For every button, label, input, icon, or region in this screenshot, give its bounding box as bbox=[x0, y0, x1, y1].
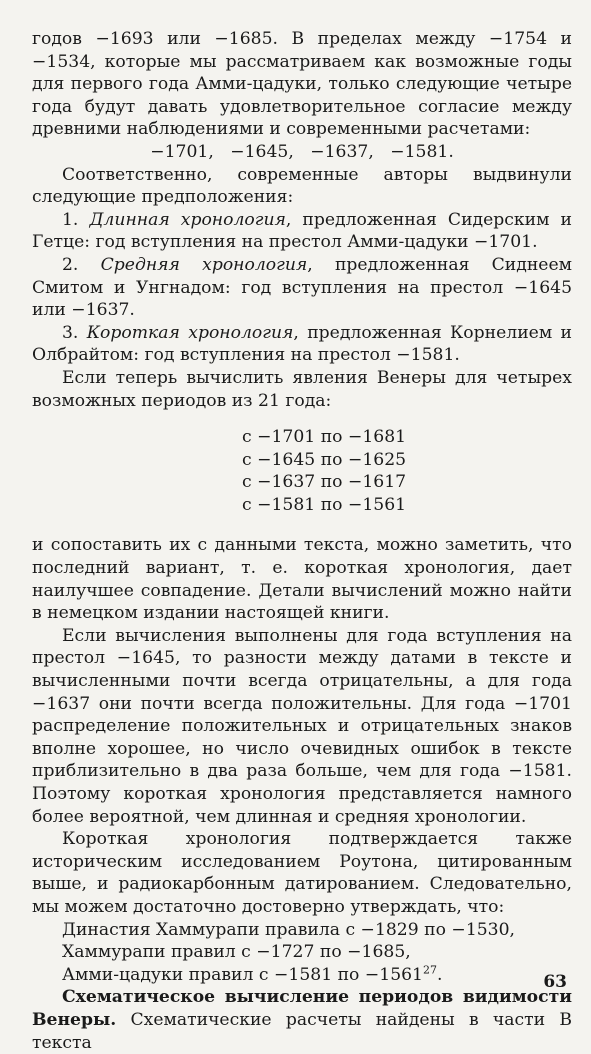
period-item: с −1701 по −1681 bbox=[242, 427, 407, 448]
ruler-list bbox=[62, 919, 572, 987]
hypothesis-middle: 2. Средняя хронология, предложенная Сиднеем Смитом и Унгнадом: год вступления на престол −1645 или −1637. bbox=[32, 254, 572, 321]
paragraph-5: Если вычисления выполнены для года вступления на престол −1645, то разности между датами в тексте и вычисленными почти всегда отрицательны, а для года −1637 они почти всегда положительны. Для года −1701 распределение положительных и отрицательных знаков вполне хорошее, но число очевидных ошибок в тексте приблизительно в два раза больше, чем для года −1581. Поэтому короткая хронология представляется намного более вероятной, чем длинная и средняя хронологии. bbox=[32, 625, 572, 827]
ruler-item: Династия Хаммурапи правила с −1829 по −1530, bbox=[62, 919, 516, 940]
paragraph-3: Если теперь вычислить явления Венеры для четырех возможных периодов из 21 года: bbox=[32, 367, 572, 411]
period-list bbox=[242, 426, 572, 516]
period-item: с −1637 по −1617 bbox=[242, 472, 407, 493]
term-long: Длинная хронология bbox=[89, 209, 286, 230]
paragraph-7: Схематическое вычисление периодов видимости Венеры. Схематические расчеты найдены в части B текста bbox=[32, 987, 572, 1053]
hypothesis-short: 3. Короткая хронология, предложенная Корнелием и Олбрайтом: год вступления на престол −1581. bbox=[32, 322, 572, 366]
page-text bbox=[32, 28, 572, 1054]
term-short: Короткая хронология bbox=[86, 322, 294, 343]
page-number: 63 bbox=[543, 972, 567, 992]
paragraph-6: Короткая хронология подтверждается также историческим исследованием Роутона, цитированным выше, и радиокарбонным датированием. Следовательно, мы можем достаточно достоверно утверждать, что: bbox=[32, 829, 572, 917]
candidate-years: −1701, −1645, −1637, −1581. bbox=[150, 141, 454, 162]
ruler-item: Амми-цадуки правил с −1581 по $-1561^{27}$. bbox=[62, 963, 443, 985]
hypothesis-long: 1. Длинная хронология, предложенная Сидерским и Гетце: год вступления на престол Амми-цадуки −1701. bbox=[32, 209, 572, 253]
period-item: с −1581 по −1561 bbox=[242, 494, 407, 515]
term-middle: Средняя хронология bbox=[100, 254, 308, 275]
paragraph-1: годов −1693 или −1685. В пределах между −1754 и −1534, которые мы рассматриваем как возможные годы для первого года Амми-цадуки, только следующие четыре года будут давать удовлетворительное согласие между древними наблюдениями и современными расчетами: bbox=[32, 29, 572, 140]
ruler-item: Хаммурапи правил с −1727 по −1685, bbox=[62, 942, 411, 963]
paragraph-4: и сопоставить их с данными текста, можно заметить, что последний вариант, т. е. короткая хронология, дает наилучшее совпадение. Детали вычислений можно найти в немецком издании настоящей книги. bbox=[32, 535, 572, 624]
footnote-ref: 27 bbox=[423, 963, 437, 977]
paragraph-2: Соответственно, современные авторы выдвинули следующие предположения: bbox=[32, 164, 572, 208]
period-item: с −1645 по −1625 bbox=[242, 449, 407, 470]
section-heading: Схематическое вычисление периодов видимости Венеры. bbox=[32, 987, 572, 1030]
